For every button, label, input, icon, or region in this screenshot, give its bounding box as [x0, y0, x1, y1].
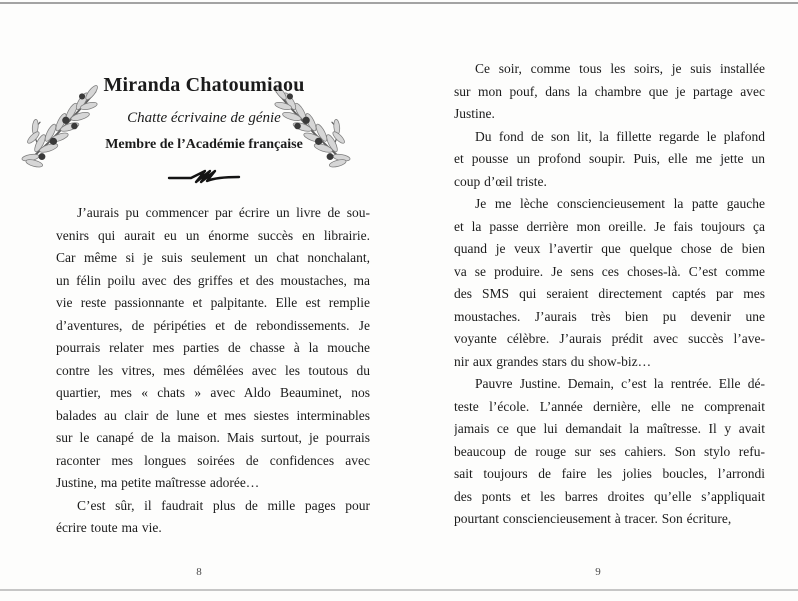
- text-line: d’aventures, de péripéties et de rebondissements. Je: [56, 317, 370, 333]
- right-page-text: [454, 58, 765, 531]
- text-line: pourrais relater mes parties de chasse à la mouche: [56, 340, 370, 355]
- text-line: Car même si je suis seulement un chat nonchalant,: [56, 250, 370, 265]
- text-line: des SMS qui seraient directement captés par mes: [454, 286, 765, 301]
- page-number-left: 8: [196, 566, 202, 578]
- left-page: [56, 0, 370, 601]
- author-name: Miranda Chatoumiaou: [103, 74, 305, 96]
- text-line: quand je veux l’avertir que quelque chose de bien: [454, 241, 765, 256]
- text-line: voyante célèbre. J’aurais prédit avec succès l’ave-: [454, 331, 765, 346]
- text-line: nir aux grandes stars du show-biz…: [454, 353, 652, 369]
- text-line: teste l’école. L’année dernière, elle ne comprenait: [454, 398, 765, 414]
- text-line: Pauvre Justine. Demain, c’est la rentrée. Elle dé-: [475, 376, 765, 391]
- text-line: coup d’œil triste.: [454, 173, 547, 189]
- text-line: un félin poilu avec des griffes et des moustaches, ma: [56, 272, 370, 288]
- text-line: contre les vitres, mes démêlées avec les toutous du: [56, 362, 370, 378]
- text-line: jamais ce que lui demandait la maîtresse. Il y avait: [454, 421, 765, 436]
- text-line: sur mon pouf, dans la chambre que je partage avec: [454, 83, 765, 99]
- section-divider: [47, 168, 361, 191]
- text-line: J’aurais pu commencer par écrire un livre de sou-: [77, 205, 370, 220]
- text-line: Justine.: [454, 106, 495, 121]
- right-page: [454, 0, 765, 601]
- author-subtitle: Chatte écrivaine de génie: [127, 110, 281, 126]
- text-line: Justine, ma petite maîtresse adorée…: [56, 475, 260, 490]
- text-line: venirs qui aurait eu un énorme succès en librairie.: [56, 227, 370, 243]
- text-line: balades au clair de lune et mes siestes interminables: [56, 407, 370, 423]
- text-line: sur le canapé de la maison. Mais surtout, je pourrais: [56, 430, 370, 445]
- text-line: Du fond de son lit, la fillette regarde le plafond: [475, 128, 765, 144]
- text-line: écrire toute ma vie.: [56, 520, 162, 535]
- text-line: des ponts et les barres droites qu’elle s’appliquait: [454, 488, 765, 504]
- squiggle-flourish-icon: [167, 168, 241, 186]
- page-number-right: 9: [595, 566, 601, 578]
- text-line: moustaches. J’aurais très bien pu devenir une: [454, 308, 765, 324]
- text-line: va se produire. Je sens ces choses-là. C’est comme: [454, 263, 765, 279]
- text-line: raconter mes longues soirées de confidences avec: [56, 452, 370, 468]
- text-line: vie reste passionnante et palpitante. Elle est remplie: [56, 295, 370, 310]
- text-line: beaucoup de rouge sur ses cahiers. Son stylo refu-: [454, 443, 765, 459]
- left-page-text: [56, 202, 370, 540]
- text-line: pourtant consciencieusement à tracer. Son écriture,: [454, 511, 732, 526]
- text-line: et pousse un profond soupir. Puis, elle me jette un: [454, 151, 765, 166]
- author-affiliation: Membre de l’Académie française: [105, 137, 303, 152]
- text-line: sait toujours de faire les jolies boucles, l’arrondi: [454, 466, 765, 481]
- text-line: C’est sûr, il faudrait plus de mille pages pour: [77, 497, 370, 513]
- text-line: Je me lèche consciencieusement la patte gauche: [475, 196, 765, 211]
- text-line: quartier, mes « chats » avec Aldo Beauminet, nos: [56, 385, 370, 400]
- text-line: Ce soir, comme tous les soirs, je suis installée: [475, 61, 765, 76]
- text-line: et la passe derrière mon oreille. Je fais toujours ça: [454, 218, 765, 234]
